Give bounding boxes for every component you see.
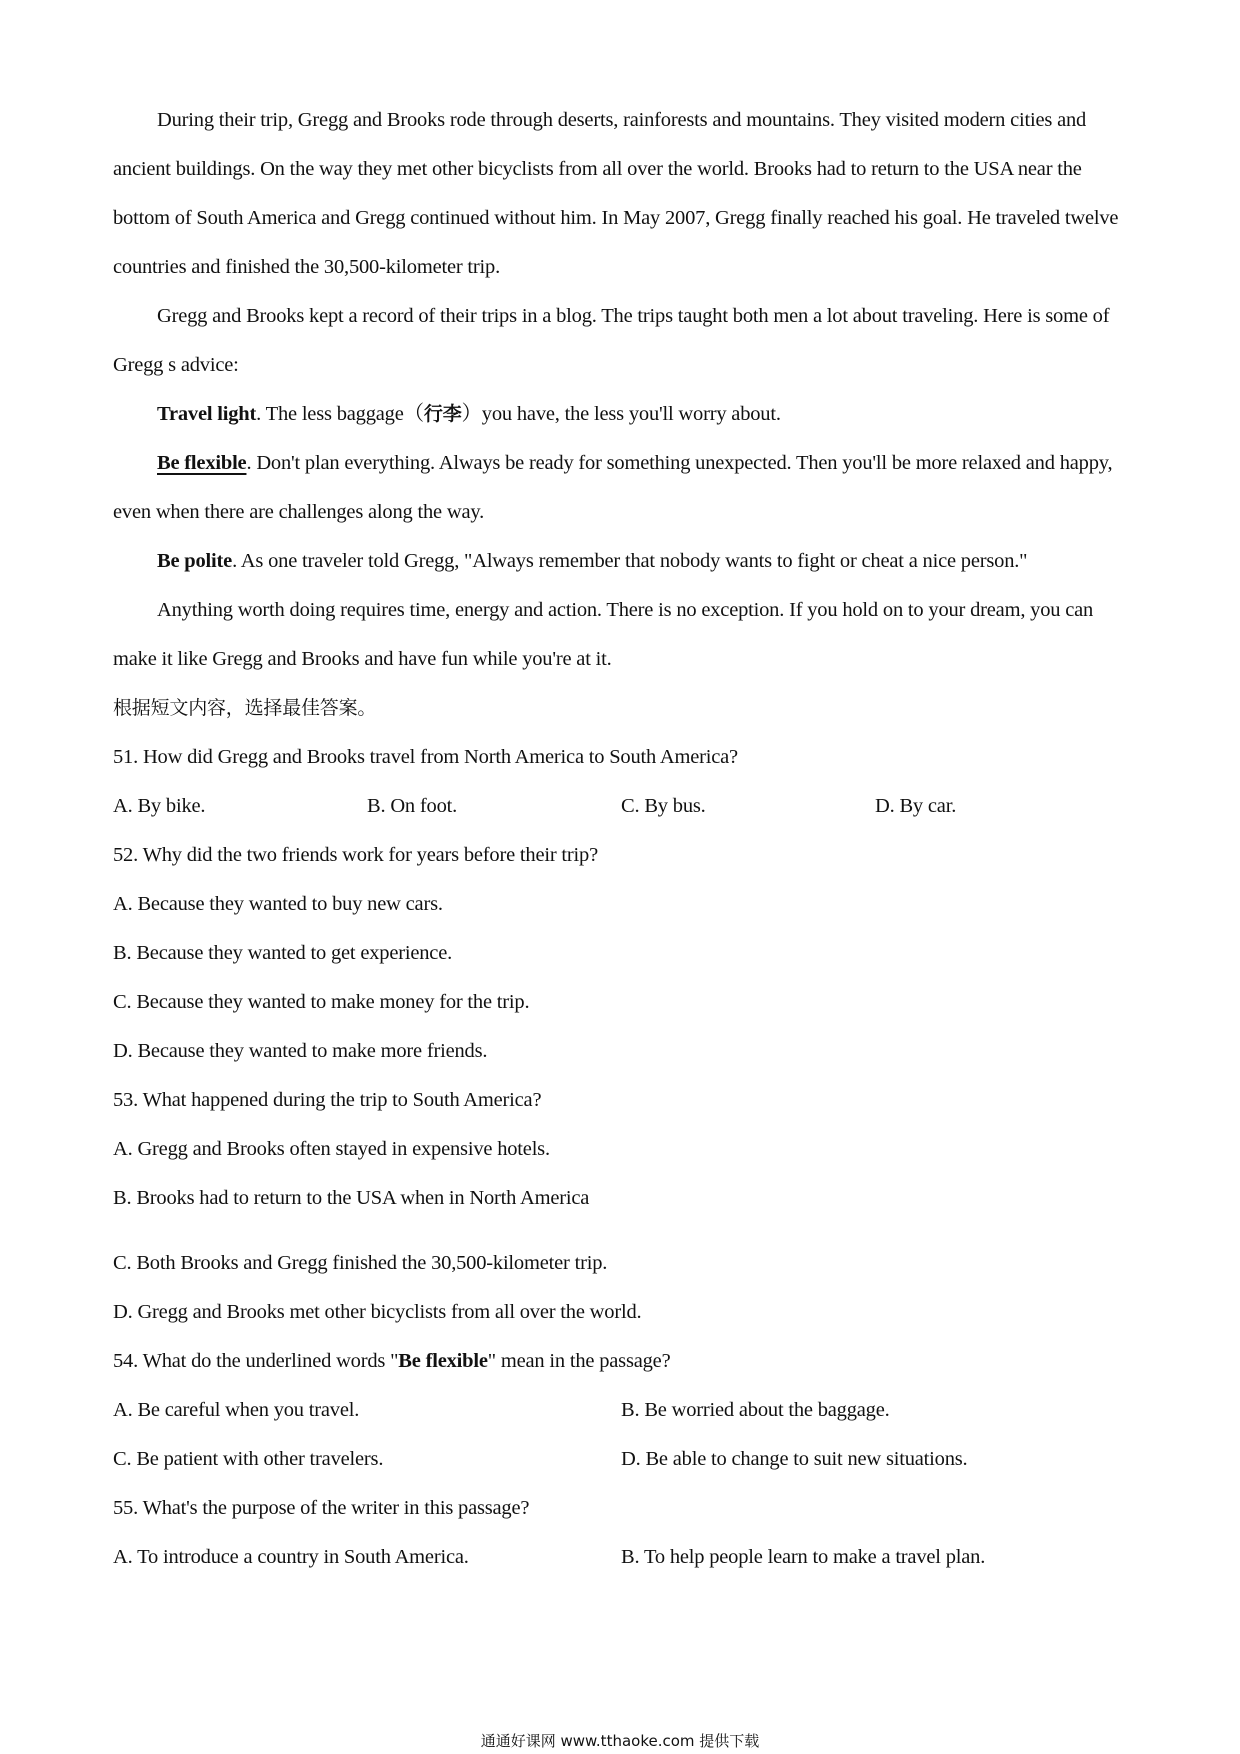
advice-heading-travel-light: Travel light xyxy=(157,403,257,425)
question-53-option-a: A. Gregg and Brooks often stayed in expensive hotels. xyxy=(113,1138,550,1160)
question-54-option-b: B. Be worried about the baggage. xyxy=(621,1399,890,1421)
question-54-stem-pre: 54. What do the underlined words " xyxy=(113,1350,399,1372)
question-51-option-d: D. By car. xyxy=(875,795,957,817)
instruction-text: 根据短文内容，选择最佳答案。 xyxy=(113,697,377,719)
question-54-option-c: C. Be patient with other travelers. xyxy=(113,1448,384,1470)
question-53-option-c: C. Both Brooks and Gregg finished the 30,500-kilometer trip. xyxy=(113,1252,608,1274)
advice-heading-be-flexible: Be flexible xyxy=(157,452,247,474)
question-54-option-d: D. Be able to change to suit new situations. xyxy=(621,1448,968,1470)
spacer xyxy=(113,1223,1131,1239)
passage-paragraph-conclusion: Anything worth doing requires time, energy and action. There is no exception. If you hold on to your dream, you can make it like Gregg and Brooks and have fun while you're at it. xyxy=(113,599,1094,670)
question-52-stem: 52. Why did the two friends work for years before their trip? xyxy=(113,844,598,866)
question-51-option-c: C. By bus. xyxy=(621,795,706,817)
advice-text-travel-light: . The less baggage（ xyxy=(256,403,424,425)
question-54-options-row-2 xyxy=(113,1435,1131,1484)
question-52-option-d: D. Because they wanted to make more friends. xyxy=(113,1040,488,1062)
question-54-stem-post: " mean in the passage? xyxy=(487,1350,671,1372)
question-53-option-d: D. Gregg and Brooks met other bicyclists from all over the world. xyxy=(113,1301,642,1323)
advice-be-flexible xyxy=(113,439,1131,537)
question-52-option-c: C. Because they wanted to make money for the trip. xyxy=(113,991,530,1013)
advice-cn-gloss: 行李 xyxy=(423,403,462,425)
question-54-stem xyxy=(113,1337,1131,1386)
question-51-option-b: B. On foot. xyxy=(367,795,458,817)
question-51-stem: 51. How did Gregg and Brooks travel from North America to South America? xyxy=(113,746,738,768)
advice-be-polite xyxy=(113,537,1131,586)
page-footer: 通通好课网 www.tthaoke.com 提供下载 xyxy=(480,1732,760,1750)
advice-heading-be-polite: Be polite xyxy=(157,550,233,572)
question-53-option-b: B. Brooks had to return to the USA when in North America xyxy=(113,1187,590,1209)
question-55-stem: 55. What's the purpose of the writer in this passage? xyxy=(113,1497,530,1519)
question-54-stem-bold: Be flexible xyxy=(398,1350,488,1372)
document-page xyxy=(113,96,1131,1582)
question-51-options xyxy=(113,782,1131,831)
question-55-option-b: B. To help people learn to make a travel plan. xyxy=(621,1546,986,1568)
question-52-option-b: B. Because they wanted to get experience. xyxy=(113,942,453,964)
advice-text-be-polite: . As one traveler told Gregg, "Always remember that nobody wants to fight or cheat a nice person." xyxy=(232,550,1028,572)
question-55-options-row-1 xyxy=(113,1533,1131,1582)
question-54-option-a: A. Be careful when you travel. xyxy=(113,1399,360,1421)
advice-text-be-flexible: . Don't plan everything. Always be ready for something unexpected. Then you'll be more relaxed and happy, even when there are challenges along the way. xyxy=(113,452,1113,523)
question-55-option-a: A. To introduce a country in South America. xyxy=(113,1546,469,1568)
advice-text-travel-light-rest: ）you have, the less you'll worry about. xyxy=(461,403,781,425)
advice-travel-light xyxy=(113,390,1131,439)
question-53-stem: 53. What happened during the trip to South America? xyxy=(113,1089,542,1111)
passage-paragraph-trip: During their trip, Gregg and Brooks rode through deserts, rainforests and mountains. They visited modern cities and ancient buildings. On the way they met other bicyclists from all over the world. Brooks had to return to the USA near the bottom of South America and Gregg continued without him. In May 2007, Gregg finally reached his goal. He traveled twelve countries and finished the 30,500-kilometer trip. xyxy=(113,109,1119,278)
question-52-option-a: A. Because they wanted to buy new cars. xyxy=(113,893,443,915)
question-54-options-row-1 xyxy=(113,1386,1131,1435)
question-51-option-a: A. By bike. xyxy=(113,795,206,817)
passage-paragraph-blog: Gregg and Brooks kept a record of their trips in a blog. The trips taught both men a lot about traveling. Here is some of Gregg s advice: xyxy=(113,305,1110,376)
